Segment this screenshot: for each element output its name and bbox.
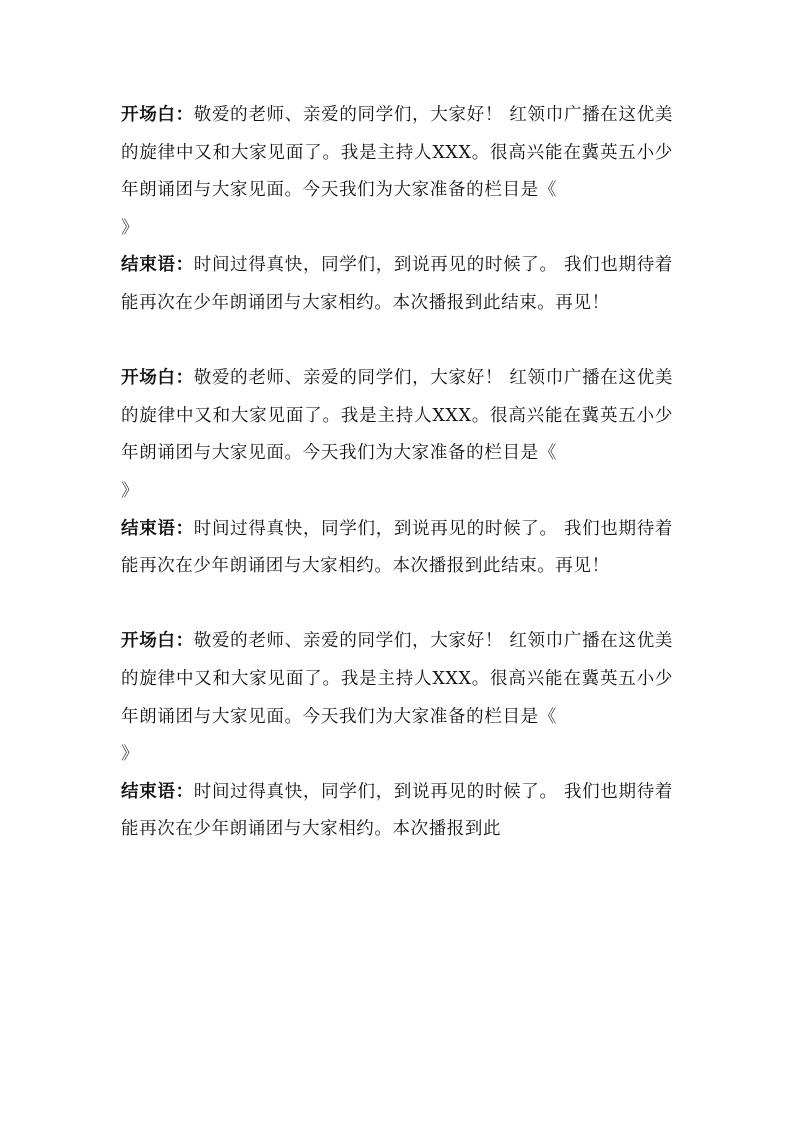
closing-paragraph <box>121 247 673 322</box>
opening-paragraph <box>121 97 673 247</box>
opening-label: 开场白： <box>121 631 194 652</box>
script-block-3 <box>121 623 673 849</box>
opening-paragraph <box>121 623 673 773</box>
opening-label: 开场白： <box>121 105 194 125</box>
opening-close-bracket: 》 <box>121 744 140 765</box>
opening-paragraph <box>121 360 673 510</box>
closing-label: 结束语： <box>121 518 194 539</box>
opening-text: 敬爱的老师、亲爱的同学们，大家好！ 红领巾广播在这优美的旋律中又和大家见面了。我是主持人XXX。很高兴能在冀英五小少年朗诵团与大家见面。今天我们为大家准备的栏目是《 <box>121 105 673 201</box>
closing-paragraph <box>121 774 673 849</box>
closing-paragraph <box>121 511 673 586</box>
opening-text: 敬爱的老师、亲爱的同学们，大家好！ 红领巾广播在这优美的旋律中又和大家见面了。我是主持人XXX。很高兴能在冀英五小少年朗诵团与大家见面。今天我们为大家准备的栏目是《 <box>121 631 673 727</box>
script-block-1 <box>121 97 673 323</box>
script-block-2 <box>121 360 673 586</box>
opening-close-bracket: 》 <box>121 217 140 238</box>
closing-label: 结束语： <box>121 255 194 276</box>
document-body <box>121 97 673 849</box>
closing-text: 时间过得真快，同学们，到说再见的时候了。 我们也期待着能再次在少年朗诵团与大家相约。本次播报到此结束。再见！ <box>121 255 673 313</box>
opening-text: 敬爱的老师、亲爱的同学们，大家好！ 红领巾广播在这优美的旋律中又和大家见面了。我是主持人XXX。很高兴能在冀英五小少年朗诵团与大家见面。今天我们为大家准备的栏目是《 <box>121 368 673 464</box>
opening-close-bracket: 》 <box>121 480 140 501</box>
opening-label: 开场白： <box>121 368 194 389</box>
closing-text: 时间过得真快，同学们，到说再见的时候了。 我们也期待着能再次在少年朗诵团与大家相约。本次播报到此结束。再见！ <box>121 518 673 577</box>
closing-text: 时间过得真快，同学们，到说再见的时候了。 我们也期待着能再次在少年朗诵团与大家相约。本次播报到此 <box>121 781 673 840</box>
closing-label: 结束语： <box>121 781 194 802</box>
